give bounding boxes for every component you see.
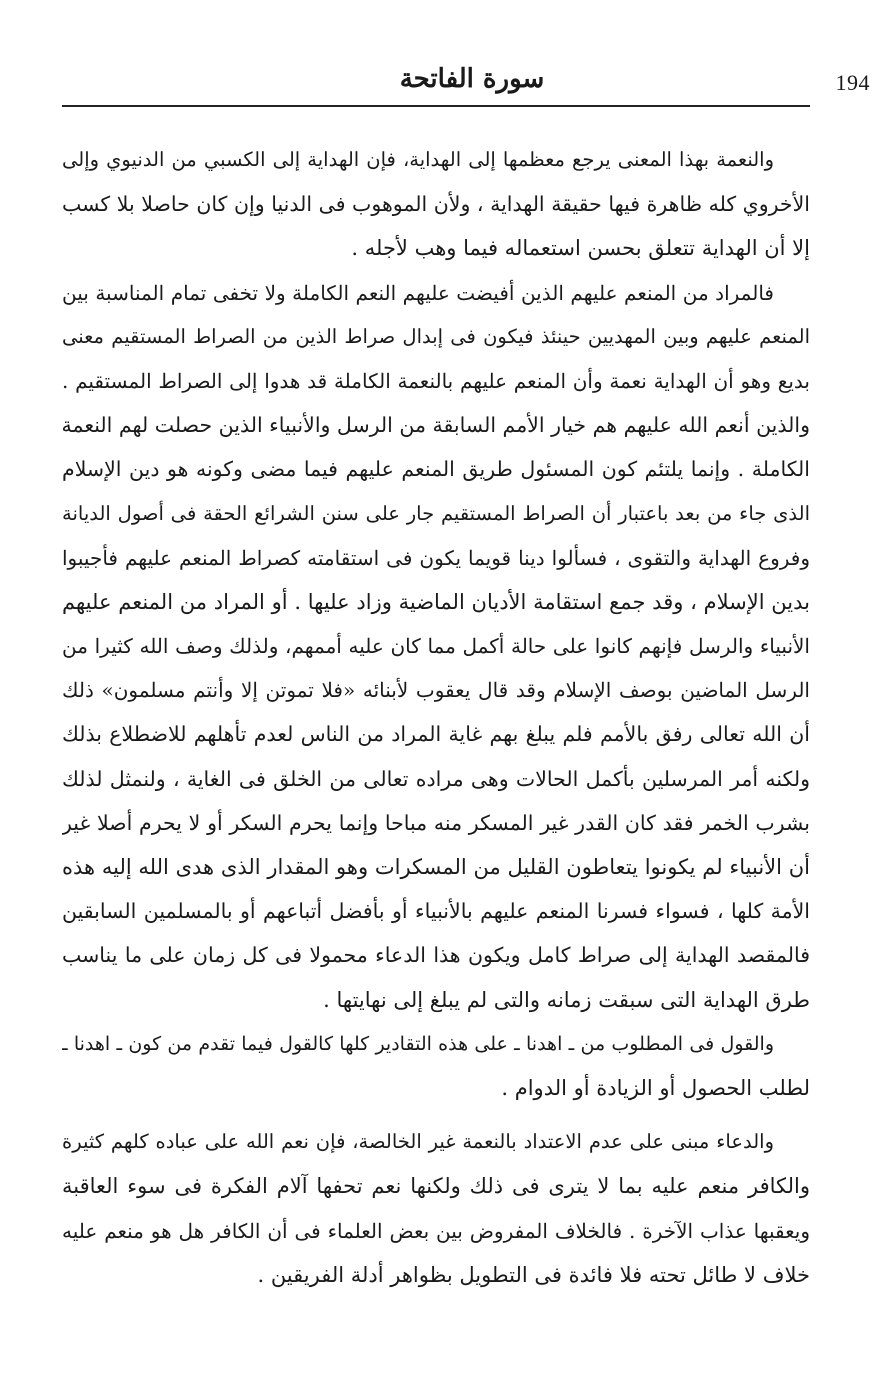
text-line: الكاملة . وإنما يلتئم كون المسئول طريق المنعم عليهم فيما مضى وكونه هو دين الإسلام [62, 457, 810, 482]
text-line: بشرب الخمر فقد كان القدر غير المسكر منه مباحا وإنما يحرم السكر أو لا يحرم أصلا غير [62, 810, 810, 835]
text-line: والدعاء مبنى على عدم الاعتداد بالنعمة غير الخالصة، فإن نعم الله على عباده كلهم كثيرة [62, 1130, 774, 1154]
text-line: والكافر منعم عليه بما لا يترى فى ذلك ولكنها نعم تحفها آلام الفكرة فى سوء العاقبة [62, 1174, 810, 1199]
text-line: والذين أنعم الله عليهم هم خيار الأمم السابقة من الرسل والأنبياء الذين حصلت لهم النعمة [62, 413, 810, 438]
paragraph [62, 1022, 810, 1110]
text-line: لطلب الحصول أو الزيادة أو الدوام . [501, 1075, 810, 1100]
text-line: الرسل الماضين بوصف الإسلام وقد قال يعقوب لأبنائه «فلا تموتن إلا وأنتم مسلمون» ذلك [62, 678, 810, 703]
text-line: خلاف لا طائل تحته فلا فائدة فى التطويل بظواهر أدلة الفريقين . [257, 1262, 810, 1287]
text-line: بدين الإسلام ، وقد جمع استقامة الأديان الماضية وزاد عليها . أو المراد من المنعم عليهم [62, 589, 810, 614]
text-line: أن الله تعالى رفق بالأمم فلم يبلغ بهم غاية المراد من الناس لعدم تأهلهم للاضطلاع بذلك [62, 722, 810, 747]
text-line: والقول فى المطلوب من ـ اهدنا ـ على هذه التقادير كلها كالقول فيما تقدم من كون ـ اهدنا ـ [62, 1032, 774, 1055]
text-line: فالمراد من المنعم عليهم الذين أفيضت عليهم النعم الكاملة ولا تخفى تمام المناسبة بين [62, 280, 774, 305]
text-line: الأنبياء والرسل فإنهم كانوا على حالة أكمل مما كان عليه أممهم، ولذلك وصف الله كثيرا من [62, 634, 810, 659]
page-header [62, 62, 870, 104]
paragraph [62, 1120, 810, 1297]
body-text [62, 138, 810, 1297]
text-line: الأمة كلها ، فسواء فسرنا المنعم عليهم بالأنبياء أو بأفضل أتباعهم أو بالمسلمين السابقين [62, 899, 810, 924]
paragraph [62, 138, 810, 271]
paragraph-gap [62, 1110, 810, 1120]
text-line: بديع وهو أن الهداية نعمة وأن المنعم عليهم بالنعمة الكاملة قد هدوا إلى الصراط المستقيم . [62, 368, 810, 393]
text-line: الذى جاء من بعد باعتبار أن الصراط المستقيم جار على سنن الشرائع الحقة فى أصول الديانة [62, 501, 810, 525]
text-line: أن الأنبياء لم يكونوا يتعاطون القليل من المسكرات وهو المقدار الذى هدى الله إليه هذه [62, 855, 810, 879]
text-line: وفروع الهداية والتقوى ، فسألوا دينا قويما يكون فى استقامته كصراط المنعم عليهم فأجيبوا [62, 545, 810, 570]
text-line: ولكنه أمر المرسلين بأكمل الحالات وهى مراده تعالى من الخلق فى الغاية ، ولنمثل لذلك [62, 766, 810, 791]
paragraph [62, 271, 810, 1022]
text-line: إلا أن الهداية تتعلق بحسن استعماله فيما وهب لأجله . [351, 236, 810, 261]
text-line: ويعقبها عذاب الآخرة . فالخلاف المفروض بين بعض العلماء فى أن الكافر هل هو منعم عليه [62, 1218, 810, 1243]
header-rule [62, 105, 810, 107]
text-line: طرق الهداية التى سبقت زمانه والتى لم يبلغ إلى نهايتها . [323, 987, 810, 1012]
text-line: والنعمة بهذا المعنى يرجع معظمها إلى الهداية، فإن الهداية إلى الكسبي من الدنيوي وإلى [62, 148, 774, 171]
text-line: فالمقصد الهداية إلى صراط كامل ويكون هذا الدعاء محمولا فى كل زمان على ما يناسب [62, 943, 810, 968]
text-line: الأخروي كله ظاهرة فيها حقيقة الهداية ، ولأن الموهوب فى الدنيا وإن كان حاصلا بلا كسب [62, 192, 810, 217]
text-line: المنعم عليهم وبين المهديين حينئذ فيكون فى إبدال صراط الذين من الصراط المستقيم معنى [62, 324, 810, 348]
running-title: سورة الفاتحة [399, 64, 545, 94]
page-number: 194 [835, 70, 870, 95]
